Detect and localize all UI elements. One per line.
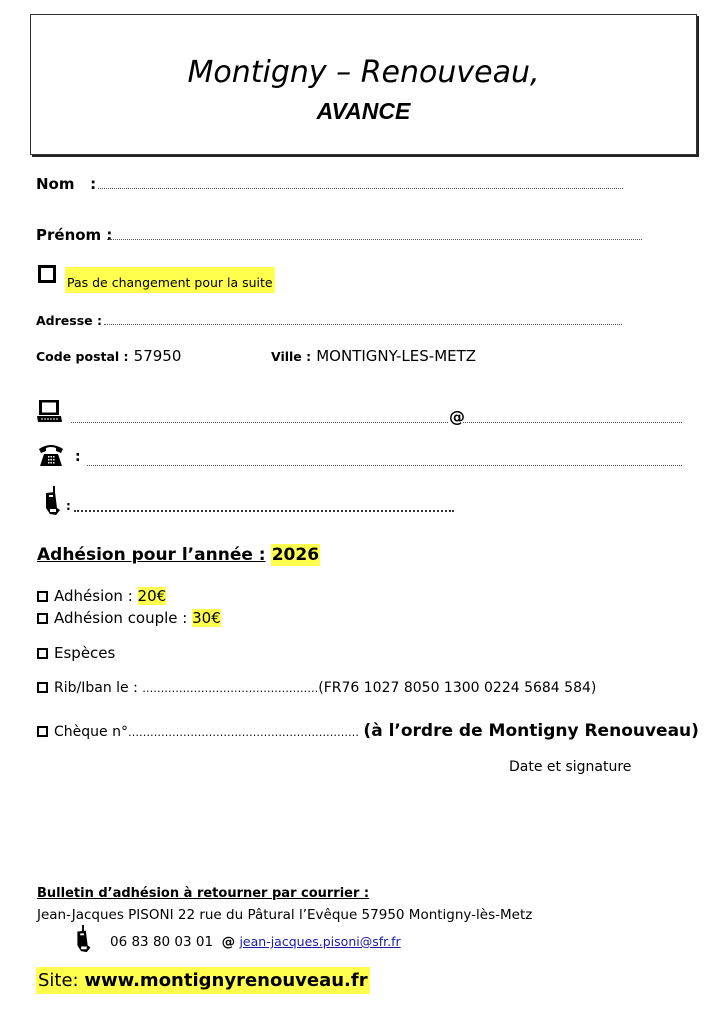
ville-label: Ville : bbox=[271, 349, 312, 364]
cheque-checkbox[interactable] bbox=[37, 726, 48, 737]
contact-email-link[interactable]: jean-jacques.pisoni@sfr.fr bbox=[239, 934, 401, 949]
membership-heading: Adhésion pour l’année : bbox=[37, 545, 266, 565]
rib-date-field[interactable]: ………………………………………… bbox=[142, 682, 319, 695]
cheque-number-field[interactable]: ……………………………………………………… bbox=[127, 726, 359, 739]
return-address: Jean-Jacques PISONI 22 rue du Pâtural l’Evêque 57950 Montigny-lès-Metz bbox=[37, 907, 533, 923]
mobile-colon: : bbox=[66, 499, 71, 513]
email-local-field[interactable] bbox=[71, 422, 448, 423]
no-change-label: Pas de changement pour la suite bbox=[65, 267, 275, 293]
ville-value: MONTIGNY-LES-METZ bbox=[316, 347, 477, 365]
rib-label: Rib/Iban le : bbox=[54, 680, 138, 696]
site-label: Site: bbox=[38, 970, 79, 991]
prenom-label: Prénom : bbox=[36, 226, 113, 244]
option-rib[interactable] bbox=[37, 680, 596, 696]
site-banner bbox=[36, 967, 370, 994]
especes-label: Espèces bbox=[54, 644, 116, 662]
footer-mobile-icon bbox=[74, 925, 92, 957]
especes-checkbox[interactable] bbox=[37, 648, 48, 659]
cheque-label: Chèque n° bbox=[54, 724, 128, 740]
iban-value: (FR76 1027 8050 1300 0224 5684 584) bbox=[318, 680, 597, 696]
code-postal-label: Code postal : bbox=[36, 349, 129, 364]
page-subtitle: AVANCE bbox=[316, 98, 411, 124]
phone-colon: : bbox=[75, 449, 81, 465]
at-symbol: @ bbox=[449, 407, 465, 426]
return-row bbox=[37, 886, 369, 901]
adresse-label: Adresse : bbox=[36, 313, 102, 328]
date-signature: Date et signature bbox=[509, 759, 632, 775]
option-cheque[interactable] bbox=[37, 721, 699, 741]
phone-field[interactable] bbox=[87, 465, 682, 466]
option-adhesion-couple[interactable] bbox=[37, 609, 221, 627]
footer-at-symbol: @ bbox=[221, 934, 236, 950]
email-domain-field[interactable] bbox=[463, 422, 682, 423]
nom-label-text: Nom bbox=[36, 175, 75, 193]
adhesion-label: Adhésion : bbox=[54, 587, 133, 605]
cheque-order: (à l’ordre de Montigny Renouveau) bbox=[363, 721, 699, 741]
adhesion-couple-label: Adhésion couple : bbox=[54, 609, 188, 627]
telephone-icon bbox=[38, 443, 64, 471]
site-url[interactable]: www.montignyrenouveau.fr bbox=[84, 970, 368, 991]
mobile-phone-icon bbox=[43, 486, 61, 520]
no-change-checkbox[interactable] bbox=[38, 265, 56, 283]
nom-label bbox=[36, 175, 96, 193]
option-especes[interactable] bbox=[37, 644, 115, 662]
membership-year: 2026 bbox=[271, 545, 320, 565]
prenom-field[interactable] bbox=[107, 239, 642, 240]
page-title: Montigny – Renouveau, bbox=[187, 55, 540, 90]
adhesion-couple-price: 30€ bbox=[192, 609, 221, 627]
code-postal-value: 57950 bbox=[133, 347, 182, 365]
adhesion-price: 20€ bbox=[137, 587, 167, 605]
membership-heading-row bbox=[37, 545, 320, 565]
contact-row bbox=[110, 934, 401, 950]
header-box bbox=[30, 14, 697, 155]
code-postal-row bbox=[36, 346, 181, 365]
mobile-field[interactable] bbox=[74, 510, 454, 512]
rib-checkbox[interactable] bbox=[37, 682, 48, 693]
computer-icon bbox=[37, 399, 63, 427]
return-label: Bulletin d’adhésion à retourner par courrier : bbox=[37, 886, 370, 901]
option-adhesion[interactable] bbox=[37, 587, 166, 605]
adhesion-couple-checkbox[interactable] bbox=[37, 613, 48, 624]
nom-field[interactable] bbox=[98, 188, 623, 189]
nom-colon: : bbox=[90, 175, 97, 193]
contact-phone: 06 83 80 03 01 bbox=[110, 934, 214, 950]
adhesion-checkbox[interactable] bbox=[37, 591, 48, 602]
ville-row bbox=[271, 346, 476, 365]
adresse-field[interactable] bbox=[104, 324, 622, 325]
